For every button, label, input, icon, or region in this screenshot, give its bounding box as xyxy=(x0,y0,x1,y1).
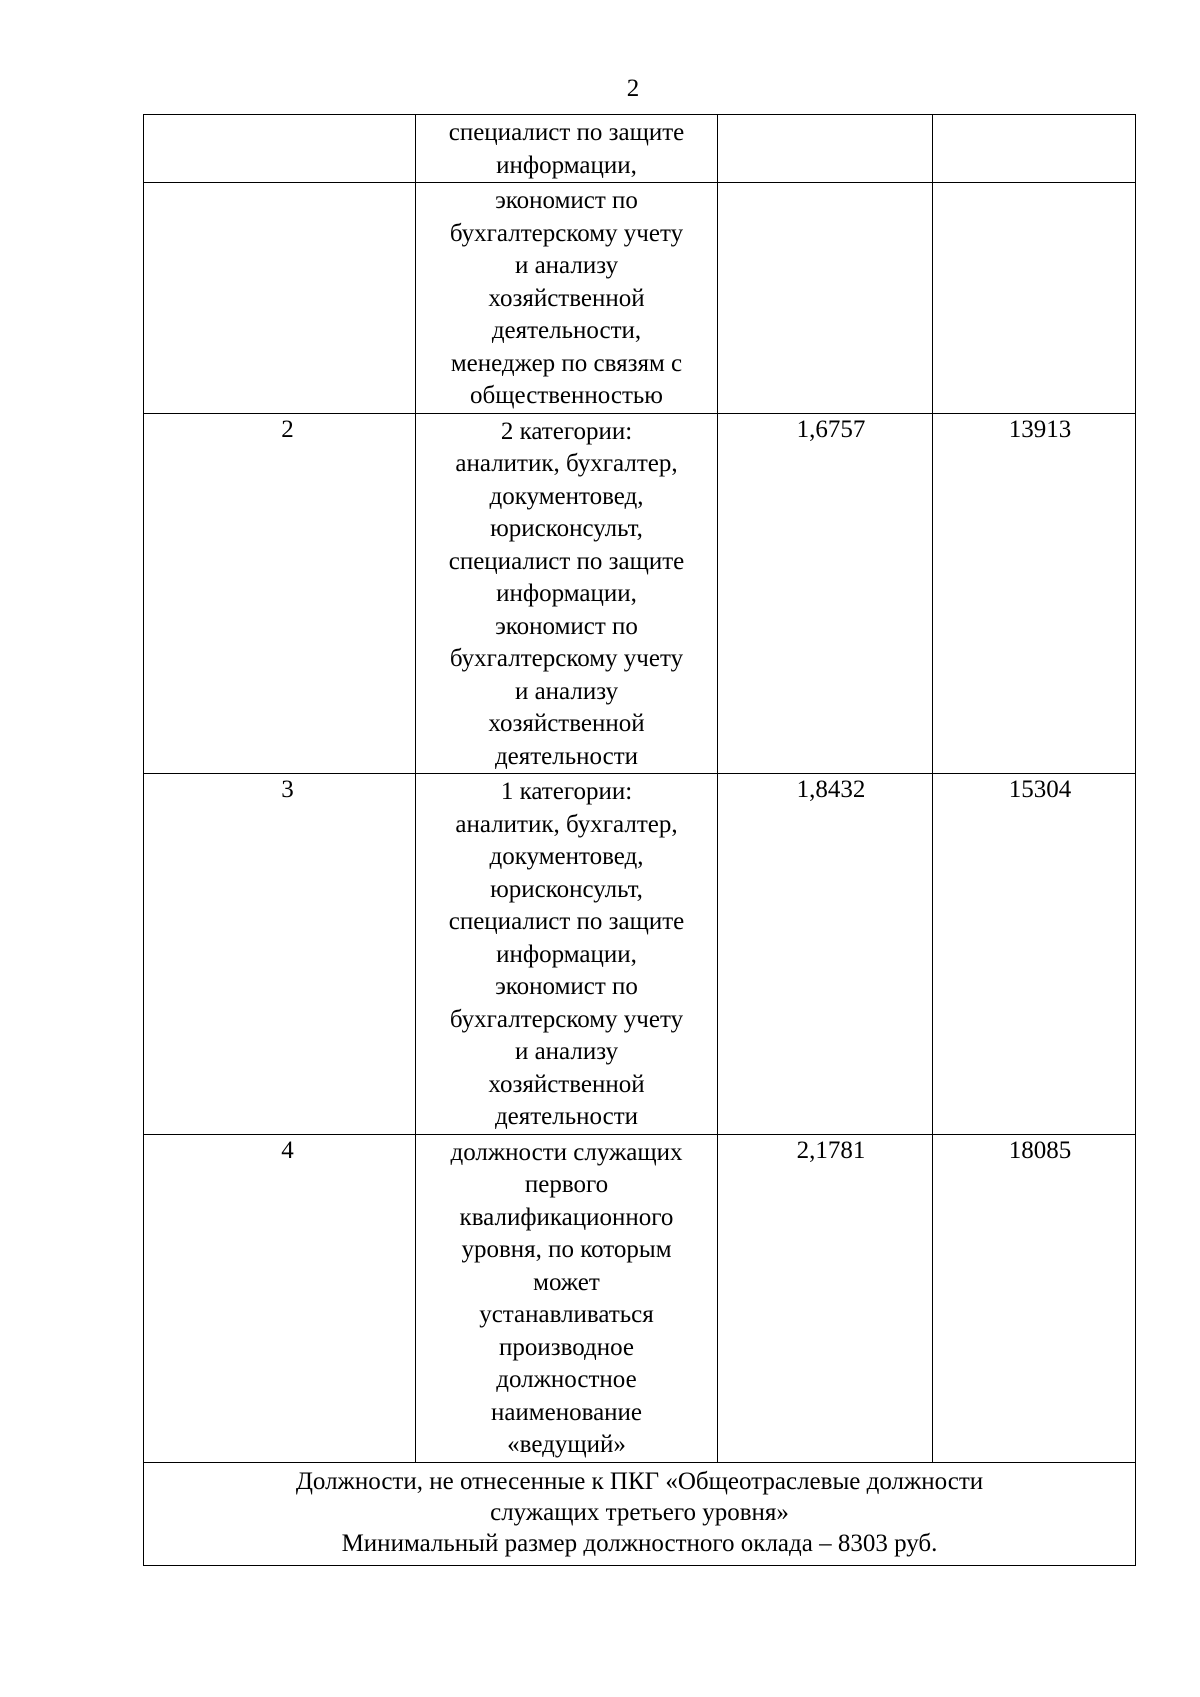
position-name-line: экономист по xyxy=(495,973,638,1000)
position-name-line: и анализу xyxy=(514,252,619,279)
position-name-line: бухгалтерскому учету xyxy=(449,1005,684,1033)
position-name-line: деятельности, xyxy=(491,317,642,344)
position-name-line: должности служащих xyxy=(450,1138,683,1166)
row-number-cell xyxy=(144,115,416,183)
position-name-line: первого xyxy=(524,1171,609,1198)
position-name-line: экономист по xyxy=(495,612,638,640)
coefficient-cell xyxy=(718,115,933,183)
position-name-cell xyxy=(416,183,718,414)
position-name-line: юрисконсульт, xyxy=(490,515,643,542)
row-number-cell: 2 xyxy=(144,413,416,774)
table-body xyxy=(144,115,1136,1463)
position-name-line: информации, xyxy=(496,151,637,179)
position-name-line: аналитик, бухгалтер, xyxy=(455,450,678,477)
position-name-line: специалист по защите xyxy=(448,119,685,146)
position-name-line: специалист по защите xyxy=(448,547,685,575)
position-name-line: юрисконсульт, xyxy=(490,875,643,903)
page-number: 2 xyxy=(626,75,640,102)
position-name-line: должностное xyxy=(496,1366,637,1393)
position-name-line: деятельности xyxy=(494,742,639,770)
position-name-line: 2 категории: xyxy=(500,417,633,445)
footer-cell xyxy=(144,1462,1136,1565)
table-row xyxy=(144,1134,1136,1462)
footer-line: Должности, не отнесенные к ПКГ «Общеотраслевые должности xyxy=(295,1467,984,1495)
position-name-line: документовед, xyxy=(489,843,644,870)
position-name-line: бухгалтерскому учету xyxy=(449,219,684,247)
position-name-line: «ведущий» xyxy=(507,1431,626,1458)
position-name-line: наименование xyxy=(490,1398,643,1426)
salary-cell: 13913 xyxy=(933,413,1136,774)
position-name-line: аналитик, бухгалтер, xyxy=(455,810,678,838)
position-name-line: менеджер по связям с xyxy=(450,349,683,377)
footer-min-salary: Минимальный размер должностного оклада – 8303 руб. xyxy=(341,1529,938,1557)
table-row xyxy=(144,115,1136,183)
table-row xyxy=(144,413,1136,774)
table-row xyxy=(144,183,1136,414)
coefficient-cell xyxy=(718,183,933,414)
position-name-line: 1 категории: xyxy=(500,778,633,805)
coefficient-cell: 1,8432 xyxy=(718,774,933,1135)
position-name-line: бухгалтерскому учету xyxy=(449,645,684,672)
row-number-cell: 3 xyxy=(144,774,416,1135)
position-name-line: хозяйственной xyxy=(488,710,645,737)
table-row xyxy=(144,774,1136,1135)
position-name-cell xyxy=(416,1134,718,1462)
position-name-line: специалист по защите xyxy=(448,908,685,935)
salary-cell: 15304 xyxy=(933,774,1136,1135)
position-name-line: может xyxy=(533,1268,600,1296)
position-name-line: квалификационного xyxy=(459,1203,674,1231)
position-name-line: документовед, xyxy=(489,482,644,510)
coefficient-cell: 1,6757 xyxy=(718,413,933,774)
position-name-line: и анализу xyxy=(514,1038,619,1065)
salary-cell xyxy=(933,183,1136,414)
position-name-line: хозяйственной xyxy=(488,284,645,312)
position-name-cell xyxy=(416,413,718,774)
coefficient-cell: 2,1781 xyxy=(718,1134,933,1462)
position-name-line: устанавливаться xyxy=(479,1301,654,1328)
position-name-line: информации, xyxy=(496,580,637,607)
salary-cell: 18085 xyxy=(933,1134,1136,1462)
position-name-line: и анализу xyxy=(514,677,619,705)
salary-table xyxy=(143,114,1136,1566)
row-number-cell xyxy=(144,183,416,414)
position-name-line: общественностью xyxy=(470,382,663,409)
row-number-cell: 4 xyxy=(144,1134,416,1462)
position-name-cell xyxy=(416,774,718,1135)
position-name-line: деятельности xyxy=(494,1103,639,1130)
position-name-line: хозяйственной xyxy=(488,1070,645,1098)
position-name-line: уровня, по которым xyxy=(461,1236,672,1263)
position-name-line: информации, xyxy=(496,940,637,968)
position-name-line: экономист по xyxy=(495,187,638,214)
footer-row xyxy=(144,1462,1136,1565)
position-name-cell xyxy=(416,115,718,183)
position-name-line: производное xyxy=(498,1333,635,1361)
footer-line: служащих третьего уровня» xyxy=(490,1498,789,1526)
salary-cell xyxy=(933,115,1136,183)
